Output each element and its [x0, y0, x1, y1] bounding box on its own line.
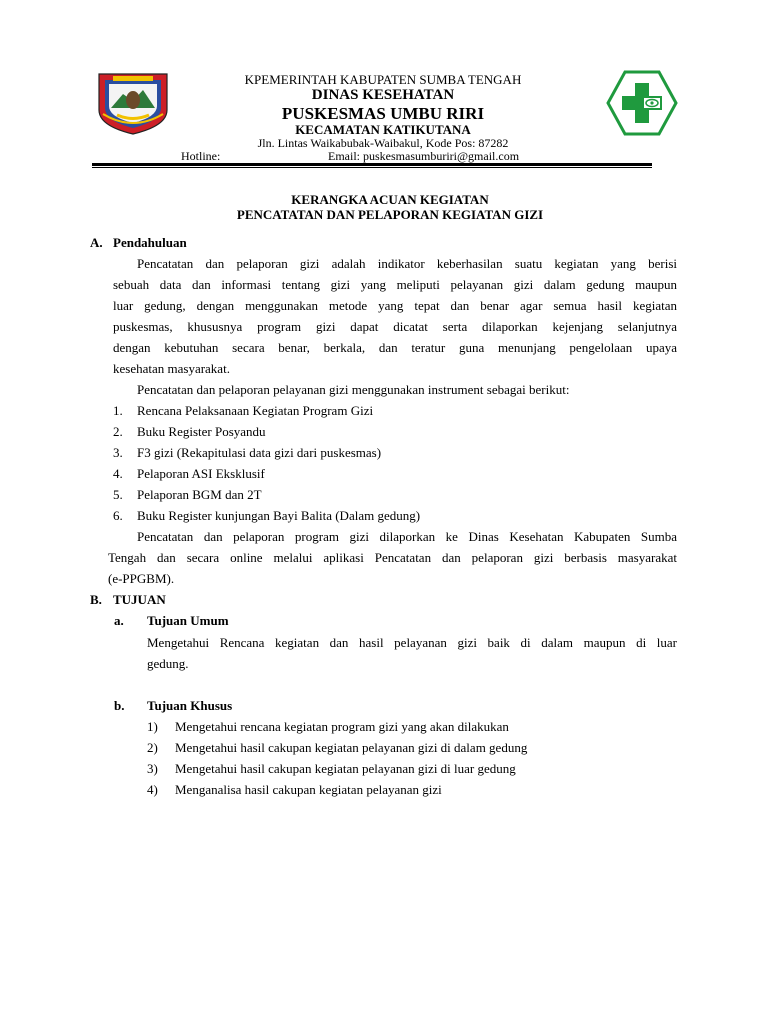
section-a-para1-line2: sebuah data dan informasi tentang gizi yang meliputi pelayanan gizi dalam gedung maupun	[113, 277, 677, 292]
list-item-number: 6.	[113, 508, 123, 523]
section-a-para1-line5: dengan kebutuhan secara benar, berkala, dan teratur guna menunjang pengelolaan upaya	[113, 340, 677, 355]
list-item-text: Mengetahui hasil cakupan kegiatan pelayanan gizi di dalam gedung	[175, 740, 528, 755]
subsection-b-label: b.	[114, 698, 125, 713]
subsection-a-label: a.	[114, 613, 124, 628]
list-item-text: Pelaporan BGM dan 2T	[137, 487, 262, 502]
section-b-heading: TUJUAN	[113, 592, 166, 607]
list-item-number: 2)	[147, 740, 158, 755]
header-email: Email: puskesmasumburiri@gmail.com	[328, 149, 520, 163]
section-a-para3-line1: Pencatatan dan pelaporan program gizi dilaporkan ke Dinas Kesehatan Kabupaten Sumba	[137, 529, 677, 544]
list-item-text: Pelaporan ASI Eksklusif	[137, 466, 265, 481]
list-item-text: Rencana Pelaksanaan Kegiatan Program Gizi	[137, 403, 374, 418]
list-item-text: Mengetahui rencana kegiatan program gizi yang akan dilakukan	[175, 719, 509, 734]
section-a-para1-line1: Pencatatan dan pelaporan gizi adalah indikator keberhasilan suatu kegiatan yang berisi	[137, 256, 677, 271]
document-title-line2: PENCATATAN DAN PELAPORAN KEGIATAN GIZI	[236, 207, 544, 222]
subsection-a-text-line2: gedung.	[147, 656, 189, 671]
section-a-heading: Pendahuluan	[113, 235, 187, 250]
section-a-para3-line3: (e-PPGBM).	[108, 571, 175, 586]
document-title-line1: KERANGKA ACUAN KEGIATAN	[291, 192, 489, 207]
header-puskesmas-name: PUSKESMAS UMBU RIRI	[281, 104, 485, 123]
list-item-text: Mengetahui hasil cakupan kegiatan pelayanan gizi di luar gedung	[175, 761, 516, 776]
header-government-name: KPEMERINTAH KABUPATEN SUMBA TENGAH	[244, 72, 522, 87]
section-a-para3-line2: Tengah dan secara online melalui aplikasi Pencatatan dan pelaporan gizi berbasis masyarakat	[108, 550, 677, 565]
header-hotline: Hotline:	[181, 149, 221, 163]
puskesmas-logo	[606, 70, 678, 136]
subsection-a-text-line1: Mengetahui Rencana kegiatan dan hasil pelayanan gizi baik di dalam maupun di luar	[147, 635, 677, 650]
list-item-text: Buku Register kunjungan Bayi Balita (Dalam gedung)	[137, 508, 421, 523]
header-rule-thin	[92, 167, 652, 168]
list-item-text: Menganalisa hasil cakupan kegiatan pelayanan gizi	[175, 782, 442, 797]
section-a-para1-line3: luar gedung, dengan menggunakan metode yang tepat dan benar agar semua hasil kegiatan	[113, 298, 677, 313]
section-a-para1-line6: kesehatan masyarakat.	[113, 361, 230, 376]
list-item-number: 5.	[113, 487, 123, 502]
list-item-number: 1.	[113, 403, 123, 418]
header-rule-thick	[92, 163, 652, 166]
subsection-b-heading: Tujuan Khusus	[147, 698, 233, 713]
list-item-text: F3 gizi (Rekapitulasi data gizi dari puskesmas)	[137, 445, 382, 460]
section-a-label: A.	[90, 235, 103, 250]
section-a-para2: Pencatatan dan pelaporan pelayanan gizi menggunakan instrument sebagai berikut:	[137, 382, 570, 397]
subsection-a-heading: Tujuan Umum	[147, 613, 229, 628]
section-a-para1-line4: puskesmas, khususnya program gizi dapat dicatat serta dilaporkan kejenjang selanjutnya	[113, 319, 677, 334]
list-item-text: Buku Register Posyandu	[137, 424, 266, 439]
list-item-number: 2.	[113, 424, 123, 439]
list-item-number: 1)	[147, 719, 158, 734]
header-department: DINAS KESEHATAN	[311, 87, 455, 103]
list-item-number: 3.	[113, 445, 123, 460]
list-item-number: 4)	[147, 782, 158, 797]
list-item-number: 3)	[147, 761, 158, 776]
header-district: KECAMATAN KATIKUTANA	[295, 122, 471, 137]
list-item-number: 4.	[113, 466, 123, 481]
header-address: Jln. Lintas Waikabubak-Waibakul, Kode Pos: 87282	[257, 136, 509, 150]
section-b-label: B.	[90, 592, 102, 607]
